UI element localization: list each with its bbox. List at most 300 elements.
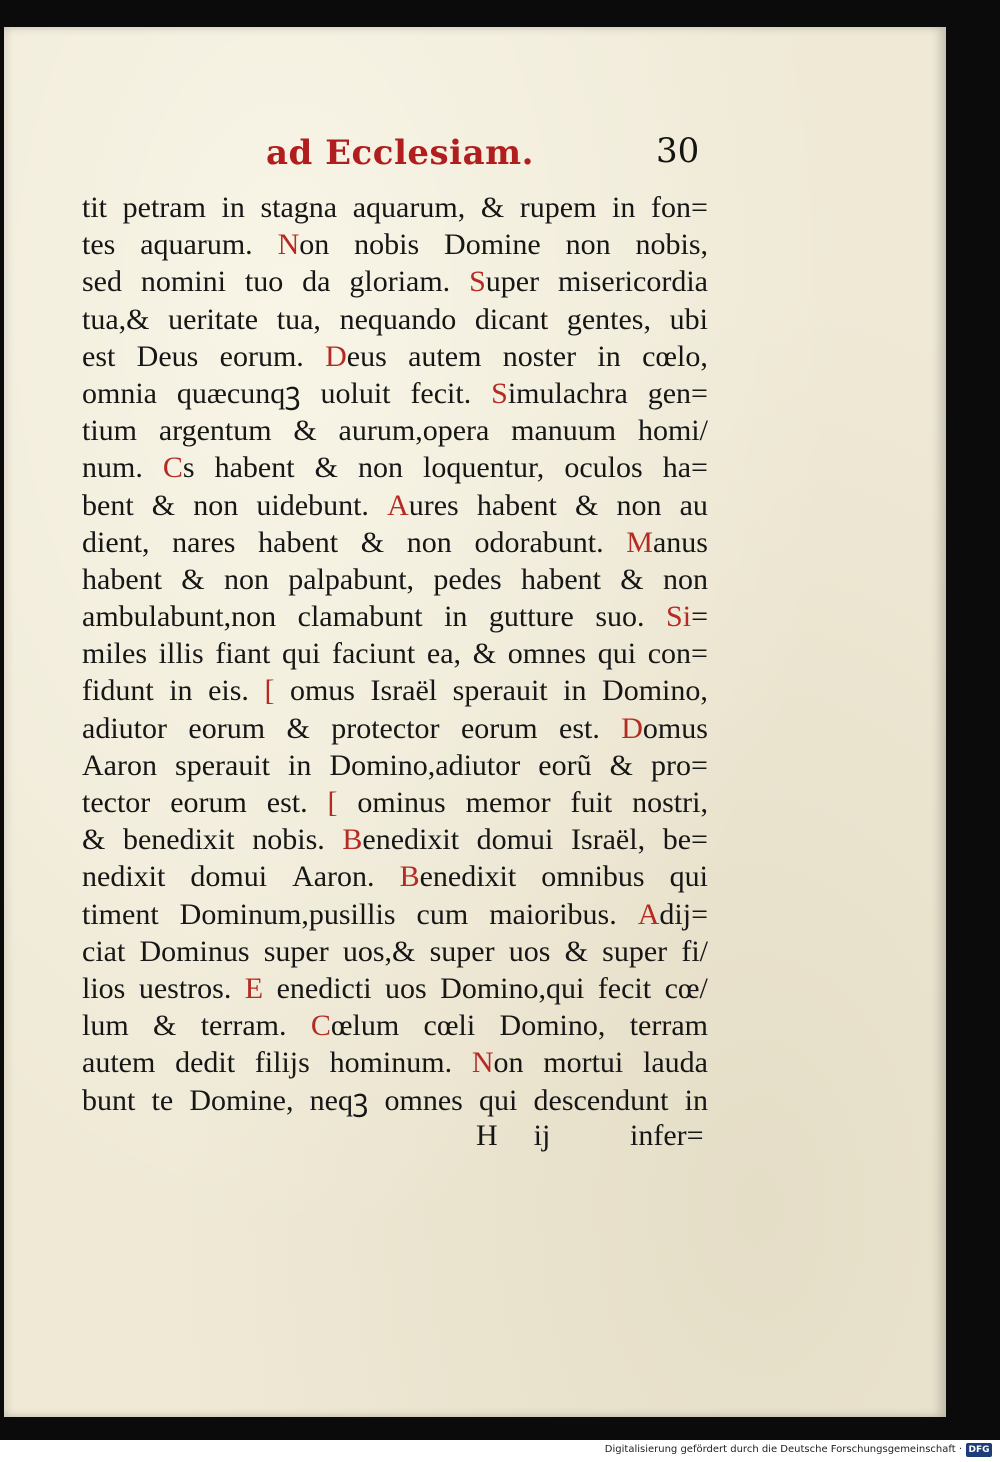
word — [558, 263, 708, 300]
word — [651, 747, 708, 784]
word — [260, 189, 337, 226]
word — [423, 449, 544, 486]
word — [123, 821, 235, 858]
word — [82, 487, 134, 524]
word — [424, 1007, 476, 1044]
word-text: & — [480, 191, 505, 224]
word-text: au — [679, 488, 708, 522]
word-text: Domino, — [499, 1009, 606, 1043]
text-line — [82, 524, 708, 561]
word — [632, 784, 708, 821]
word-text: super — [263, 934, 329, 968]
word-text: enedixit — [362, 823, 460, 857]
word — [82, 672, 154, 709]
word-text: fecit. — [410, 376, 472, 410]
text-line — [82, 933, 708, 970]
word-text: be= — [662, 823, 708, 857]
word-text: aquarum, — [352, 191, 466, 224]
folio-number: 30 — [656, 131, 700, 171]
word — [188, 710, 265, 747]
word-text: & — [286, 711, 310, 745]
word-text: ueritate — [168, 302, 259, 336]
word-text: Domino, — [602, 674, 708, 708]
word — [472, 1044, 524, 1081]
word — [670, 858, 708, 895]
text-line — [82, 672, 708, 709]
word — [82, 263, 122, 300]
word — [563, 672, 586, 709]
word-text: in — [288, 748, 312, 782]
word-text: domui — [476, 823, 554, 857]
word — [175, 1044, 235, 1081]
word — [520, 189, 597, 226]
word-text: lauda — [643, 1046, 708, 1080]
word — [329, 747, 520, 784]
word-text: protector — [331, 711, 440, 745]
text-block — [82, 189, 708, 1119]
word — [141, 263, 226, 300]
word-text: habent — [82, 562, 162, 596]
word — [635, 226, 708, 263]
word — [481, 189, 504, 226]
word-text: misericordia — [558, 265, 708, 299]
word — [175, 747, 270, 784]
word — [670, 301, 708, 338]
word-text: Israël — [370, 674, 438, 708]
word-text: omnia — [82, 376, 157, 410]
word-text: nobis, — [635, 228, 708, 262]
rubricated-initial: N — [471, 1046, 494, 1080]
word-text: & — [82, 823, 106, 857]
word — [159, 635, 204, 672]
word — [491, 375, 628, 412]
text-line — [82, 747, 708, 784]
word-text: quæcunqꝫ — [176, 376, 301, 410]
word-text: habent — [476, 488, 557, 522]
dfg-logo-icon: DFG — [966, 1443, 992, 1457]
word-text: domui — [190, 860, 268, 894]
word — [509, 933, 551, 970]
word — [330, 1044, 453, 1081]
word-text: omnibus — [541, 860, 645, 894]
word — [500, 1007, 606, 1044]
word — [168, 301, 258, 338]
word — [475, 301, 548, 338]
word — [282, 635, 320, 672]
word — [181, 561, 204, 598]
word — [140, 226, 252, 263]
catchword: infer= — [630, 1119, 704, 1152]
word-text: ures — [408, 488, 459, 522]
word-text: autem — [408, 339, 482, 373]
word — [643, 1044, 708, 1081]
word-text: fiant — [215, 637, 271, 671]
word — [444, 226, 541, 263]
rubricated-initial: A — [387, 488, 409, 522]
word — [82, 189, 107, 226]
word-text: nomini — [140, 265, 226, 299]
rubricated-initial: C — [162, 451, 183, 485]
word-text: omus — [642, 711, 708, 745]
word-text: te — [151, 1083, 174, 1117]
word — [327, 784, 337, 821]
word-text: miles — [82, 637, 147, 671]
word-text: uper — [485, 265, 540, 299]
word — [82, 747, 157, 784]
word-text: omus — [289, 674, 355, 708]
word — [621, 710, 708, 747]
word-text: pro= — [651, 748, 708, 782]
word-text: gutture — [488, 600, 574, 634]
word-text: gen= — [647, 376, 708, 410]
word-text: omnes — [384, 1083, 463, 1117]
word-text: adiutor — [82, 711, 167, 745]
word — [310, 1082, 369, 1119]
word — [521, 561, 601, 598]
word — [258, 524, 338, 561]
word-text: uos,& — [342, 934, 416, 968]
word-text: Domino,qui — [440, 971, 585, 1005]
rubricated-initial: S — [469, 265, 486, 299]
word-text: eorũ — [538, 748, 592, 782]
rubricated-initial: D — [325, 339, 347, 373]
word — [82, 970, 125, 1007]
word — [477, 487, 557, 524]
text-line — [82, 635, 708, 672]
word — [82, 338, 115, 375]
word-text: descendunt — [533, 1083, 669, 1117]
word — [82, 821, 105, 858]
word-text: loquentur, — [423, 451, 545, 485]
word-text: & — [472, 637, 497, 671]
word — [651, 189, 708, 226]
word — [353, 189, 465, 226]
word — [489, 896, 617, 933]
word — [567, 301, 651, 338]
word-text: non — [357, 451, 403, 485]
word-text: on — [493, 1046, 524, 1080]
word-text: filijs — [254, 1046, 310, 1080]
word — [453, 672, 548, 709]
word-text: tes — [82, 228, 116, 262]
word-text: uos — [385, 971, 427, 1005]
word — [190, 858, 267, 895]
word-text: in — [612, 191, 636, 224]
word-text: & — [151, 488, 176, 522]
word-text: clamabunt — [297, 600, 423, 634]
word-text: Domino,adiutor — [329, 748, 521, 782]
word — [245, 263, 283, 300]
word-text: est — [82, 339, 116, 373]
footer-bar — [0, 1440, 1000, 1462]
word-text: & — [574, 488, 599, 522]
text-line — [82, 858, 708, 895]
word-text: faciunt — [331, 637, 416, 671]
word — [602, 933, 667, 970]
word — [82, 598, 276, 635]
word — [220, 338, 304, 375]
word — [267, 784, 308, 821]
word — [82, 561, 162, 598]
word — [82, 1082, 135, 1119]
word — [559, 710, 600, 747]
word — [385, 970, 427, 1007]
word — [610, 747, 633, 784]
word — [264, 672, 274, 709]
word — [466, 784, 551, 821]
word — [349, 263, 450, 300]
word — [597, 338, 620, 375]
word — [82, 375, 157, 412]
word-text: fi/ — [681, 934, 708, 968]
text-line — [82, 1082, 708, 1119]
word-text: gentes, — [566, 302, 651, 336]
word-text: cum — [416, 897, 469, 931]
word-text: ea, — [426, 637, 462, 671]
footer-credit: Digitalisierung gefördert durch die Deutsche Forschungsgemeinschaft · — [604, 1444, 962, 1455]
word-text: = — [691, 600, 708, 634]
word-text: maioribus. — [489, 897, 617, 931]
text-line — [82, 338, 708, 375]
word-text: super — [429, 934, 495, 968]
word-text: ciat — [82, 934, 126, 968]
word-text: manuum — [511, 414, 617, 448]
word — [508, 635, 586, 672]
word-text: enedicti — [276, 971, 372, 1005]
word — [82, 635, 147, 672]
word — [417, 896, 469, 933]
word-text: in — [169, 674, 193, 708]
word — [311, 1007, 399, 1044]
word — [666, 598, 708, 635]
word-text: & — [620, 562, 644, 596]
word — [444, 598, 467, 635]
text-line — [82, 1044, 708, 1081]
word-text: con= — [647, 637, 708, 671]
word — [575, 487, 598, 524]
word — [410, 375, 471, 412]
word-text: fecit — [597, 971, 652, 1005]
word-text: enedixit — [419, 860, 517, 894]
word — [163, 449, 195, 486]
text-line — [82, 263, 708, 300]
word-text: & — [153, 1009, 177, 1043]
word-text: eorum — [170, 786, 247, 819]
word-text: super — [602, 934, 668, 968]
word — [277, 301, 321, 338]
rubricated-initial: [ — [327, 786, 338, 819]
word — [612, 189, 635, 226]
word-text: on — [299, 228, 330, 262]
word — [598, 970, 651, 1007]
word — [680, 487, 708, 524]
word — [82, 449, 143, 486]
text-line — [82, 710, 708, 747]
word — [541, 858, 644, 895]
word-text: terram. — [200, 1009, 287, 1043]
word — [82, 226, 115, 263]
word-text: homi/ — [637, 414, 708, 448]
word — [193, 487, 238, 524]
word-text: eus — [346, 339, 387, 373]
word-text: omnes — [507, 637, 587, 671]
word — [663, 449, 708, 486]
word — [82, 524, 150, 561]
word — [208, 672, 249, 709]
word — [139, 970, 232, 1007]
word-text: est. — [559, 711, 600, 745]
word-text: eorum — [460, 711, 538, 745]
rubricated-initial: B — [399, 860, 420, 894]
word — [489, 598, 574, 635]
word — [663, 561, 708, 598]
word — [245, 970, 263, 1007]
word — [278, 226, 330, 263]
word-text: gloriam. — [349, 265, 451, 299]
word-text: hominum. — [329, 1046, 453, 1080]
word — [82, 933, 125, 970]
word — [665, 970, 708, 1007]
word — [340, 301, 457, 338]
word-text: & — [609, 748, 633, 782]
word — [616, 487, 661, 524]
word — [358, 449, 403, 486]
word-text: uos — [508, 934, 551, 968]
word — [387, 487, 459, 524]
word — [222, 189, 245, 226]
word-text: qui — [479, 1083, 518, 1117]
word-text: petram — [122, 191, 206, 224]
word — [321, 375, 391, 412]
word — [343, 933, 416, 970]
word — [407, 524, 452, 561]
word — [189, 1082, 293, 1119]
rubricated-initial: S — [491, 376, 508, 410]
word — [293, 412, 316, 449]
signature-number: ij — [533, 1119, 551, 1152]
word-text: in — [684, 1083, 708, 1117]
text-line — [82, 226, 708, 263]
text-line — [82, 970, 708, 1007]
word — [433, 561, 501, 598]
word-text: non — [406, 525, 452, 559]
word-text: s — [182, 451, 195, 485]
word-text: in — [563, 674, 587, 708]
rubricated-initial: Si — [666, 600, 692, 634]
word — [201, 1007, 287, 1044]
word — [400, 858, 517, 895]
word-text: tuo — [244, 265, 284, 299]
word — [315, 449, 338, 486]
signature-mark — [476, 1119, 550, 1153]
word — [566, 226, 611, 263]
word-text: sed — [82, 265, 122, 299]
rubricated-initial: C — [310, 1009, 331, 1043]
word-text: neqꝫ — [309, 1083, 369, 1117]
word-text: habent — [258, 525, 339, 559]
signature-letter: H — [476, 1119, 498, 1152]
text-line — [82, 896, 708, 933]
word-text: mortui — [543, 1046, 624, 1080]
word — [170, 784, 247, 821]
word-text: terram — [629, 1009, 708, 1043]
word — [169, 672, 192, 709]
word-text: non — [662, 562, 708, 596]
word — [82, 1044, 155, 1081]
word-text: habent — [521, 562, 601, 596]
word — [123, 189, 206, 226]
word-text: ubi — [669, 302, 708, 336]
word — [325, 338, 387, 375]
word-text: suo. — [595, 600, 645, 634]
word-text: eorum. — [219, 339, 304, 373]
word — [255, 1044, 310, 1081]
word-text: non — [223, 562, 269, 596]
word-text: sperauit — [175, 748, 270, 782]
word-text: Dominus — [139, 934, 250, 968]
word — [642, 338, 708, 375]
rubricated-initial: [ — [264, 674, 275, 708]
word — [685, 1082, 708, 1119]
word — [286, 710, 309, 747]
word-text: ambulabunt,non — [82, 600, 277, 634]
word — [177, 375, 301, 412]
word-text: anus — [652, 525, 708, 559]
word — [152, 1082, 174, 1119]
word-text: rupem — [519, 191, 597, 224]
rubricated-initial: A — [637, 897, 660, 931]
word — [430, 933, 495, 970]
word-text: fuit — [570, 786, 613, 819]
text-line — [82, 189, 708, 226]
word — [564, 449, 642, 486]
word-text: non — [616, 488, 662, 522]
word-text: tua, — [276, 302, 321, 336]
word-text: & — [360, 525, 385, 559]
word-text: num. — [82, 451, 143, 485]
word-text: dicant — [474, 302, 549, 336]
word-text: Domine — [444, 228, 541, 262]
word-text: nares — [172, 525, 236, 559]
word-text: qui — [281, 637, 321, 671]
word — [215, 635, 270, 672]
word-text: eorum — [188, 711, 266, 745]
word — [354, 226, 419, 263]
word-text: timent — [82, 897, 159, 931]
word-text: palpabunt, — [288, 562, 415, 596]
word-text: tua,& — [82, 302, 150, 336]
word-text: & — [293, 414, 317, 448]
word-text: aquarum. — [140, 228, 253, 262]
word — [595, 598, 644, 635]
text-line — [82, 1007, 708, 1044]
word-text: qui — [597, 637, 637, 671]
word — [503, 338, 576, 375]
word-text: nostri, — [632, 786, 708, 819]
text-line — [82, 449, 708, 486]
word — [371, 672, 438, 709]
word-text: cœlo, — [642, 339, 708, 373]
word-text: ominus — [357, 786, 446, 819]
page-header — [4, 125, 946, 185]
word-text: aurum,opera — [338, 414, 490, 448]
word-text: habent — [214, 451, 295, 485]
word-text: in — [221, 191, 245, 224]
word — [288, 747, 311, 784]
word-text: sperauit — [452, 674, 548, 708]
word-text: autem — [82, 1046, 156, 1080]
word-text: memor — [465, 786, 551, 819]
